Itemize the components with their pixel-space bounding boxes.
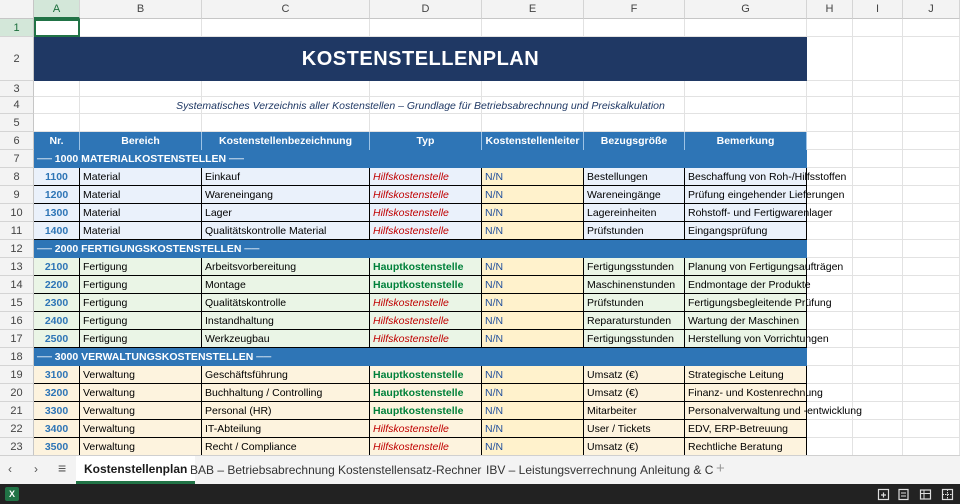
grid-cell[interactable]	[807, 150, 853, 168]
column-header-d[interactable]: D	[370, 0, 482, 19]
grid-cell[interactable]	[903, 97, 960, 114]
table-header-cell: Bezugsgröße	[584, 132, 685, 150]
cell-bereich[interactable]: Fertigung	[80, 330, 202, 348]
grid-cell[interactable]	[853, 258, 903, 276]
cell-bez[interactable]: Werkzeugbau	[202, 330, 370, 348]
grid-cell[interactable]	[853, 366, 903, 384]
sheet-subtitle: Systematisches Verzeichnis aller Kostenstellen – Grundlage für Betriebsabrechnung und Preiskalkulation	[176, 99, 665, 112]
row-header-9[interactable]: 9	[0, 186, 34, 204]
section-header: ── 1000 MATERIALKOSTENSTELLEN ──	[34, 150, 807, 168]
next-sheet-icon[interactable]: ›	[34, 462, 38, 476]
cell-bezug[interactable]: User / Tickets	[584, 420, 685, 438]
cell-bem[interactable]: Personalverwaltung und -entwicklung	[685, 402, 807, 420]
column-header-f[interactable]: F	[584, 0, 685, 19]
cell-bez[interactable]: Recht / Compliance	[202, 438, 370, 455]
cell-nr[interactable]: 2100	[34, 258, 80, 276]
cell-nr[interactable]: 3100	[34, 366, 80, 384]
cell-leiter[interactable]: N/N	[482, 168, 584, 186]
cell-typ[interactable]: Hauptkostenstelle	[370, 402, 482, 420]
grid-cell[interactable]	[202, 19, 370, 37]
grid-cell[interactable]	[903, 312, 960, 330]
grid-cell[interactable]	[903, 258, 960, 276]
status-bar	[0, 484, 960, 504]
cell-leiter[interactable]: N/N	[482, 222, 584, 240]
grid-cell[interactable]	[903, 150, 960, 168]
cell-bereich[interactable]: Verwaltung	[80, 366, 202, 384]
grid-cell[interactable]	[853, 19, 903, 37]
cell-nr[interactable]: 2300	[34, 294, 80, 312]
grid-cell[interactable]	[807, 366, 853, 384]
cell-bem[interactable]: Endmontage der Produkte	[685, 276, 807, 294]
cell-leiter[interactable]: N/N	[482, 258, 584, 276]
cell-bez[interactable]: Qualitätskontrolle	[202, 294, 370, 312]
grid-cell[interactable]	[584, 19, 685, 37]
sheet-title: KOSTENSTELLENPLAN	[34, 37, 807, 81]
grid-cell[interactable]	[807, 276, 853, 294]
cell-leiter[interactable]: N/N	[482, 204, 584, 222]
cell-nr[interactable]: 1300	[34, 204, 80, 222]
cell-typ[interactable]: Hilfskostenstelle	[370, 204, 482, 222]
sheet-tab[interactable]: Kostenstellensatz-Rechner	[338, 463, 482, 477]
grid-cell[interactable]	[853, 37, 903, 81]
column-header-h[interactable]: H	[807, 0, 853, 19]
row-header-2[interactable]: 2	[0, 37, 34, 81]
row-header-14[interactable]: 14	[0, 276, 34, 294]
cell-bem[interactable]: Herstellung von Vorrichtungen	[685, 330, 807, 348]
grid-cell[interactable]	[807, 222, 853, 240]
cell-bem[interactable]: Wartung der Maschinen	[685, 312, 807, 330]
add-sheet-icon[interactable]: +	[716, 460, 725, 477]
page-break-view-icon[interactable]	[940, 487, 954, 501]
cell-bereich[interactable]: Material	[80, 204, 202, 222]
grid-cell[interactable]	[903, 186, 960, 204]
section-header: ── 3000 VERWALTUNGSKOSTENSTELLEN ──	[34, 348, 807, 366]
grid-cell[interactable]	[80, 81, 202, 97]
cell-leiter[interactable]: N/N	[482, 384, 584, 402]
grid-cell[interactable]	[370, 19, 482, 37]
cell-bez[interactable]: Geschäftsführung	[202, 366, 370, 384]
grid-cell[interactable]	[807, 312, 853, 330]
grid-cell[interactable]	[807, 132, 853, 150]
cell-bereich[interactable]: Verwaltung	[80, 438, 202, 455]
cell-bem[interactable]: Strategische Leitung	[685, 366, 807, 384]
column-header-i[interactable]: I	[853, 0, 903, 19]
row-header-8[interactable]: 8	[0, 168, 34, 186]
cell-bem[interactable]: Rechtliche Beratung	[685, 438, 807, 455]
cell-typ[interactable]: Hauptkostenstelle	[370, 276, 482, 294]
grid-cell[interactable]	[853, 81, 903, 97]
cell-leiter[interactable]: N/N	[482, 294, 584, 312]
grid-cell[interactable]	[853, 204, 903, 222]
cell-nr[interactable]: 3200	[34, 384, 80, 402]
column-header-g[interactable]: G	[685, 0, 807, 19]
cell-bezug[interactable]: Fertigungsstunden	[584, 330, 685, 348]
cell-typ[interactable]: Hilfskostenstelle	[370, 186, 482, 204]
prev-sheet-icon[interactable]: ‹	[8, 462, 12, 476]
row-header-19[interactable]: 19	[0, 366, 34, 384]
table-header-cell: Kostenstellenleiter	[482, 132, 584, 150]
grid-cell[interactable]	[903, 168, 960, 186]
grid-cell[interactable]	[370, 81, 482, 97]
grid-cell[interactable]	[853, 348, 903, 366]
grid-cell[interactable]	[903, 420, 960, 438]
cell-bez[interactable]: Buchhaltung / Controlling	[202, 384, 370, 402]
grid-cell[interactable]	[685, 114, 807, 132]
grid-cell[interactable]	[370, 114, 482, 132]
cell-bezug[interactable]: Bestellungen	[584, 168, 685, 186]
cell-bezug[interactable]: Umsatz (€)	[584, 366, 685, 384]
cell-typ[interactable]: Hilfskostenstelle	[370, 438, 482, 455]
cell-bereich[interactable]: Verwaltung	[80, 402, 202, 420]
grid-cell[interactable]	[853, 222, 903, 240]
cell-bezug[interactable]: Prüfstunden	[584, 294, 685, 312]
cell-bez[interactable]: Qualitätskontrolle Material	[202, 222, 370, 240]
sheet-tab[interactable]: Anleitung & C	[640, 463, 714, 477]
grid-cell[interactable]	[903, 402, 960, 420]
cell-typ[interactable]: Hilfskostenstelle	[370, 312, 482, 330]
row-header-22[interactable]: 22	[0, 420, 34, 438]
cell-nr[interactable]: 1100	[34, 168, 80, 186]
row-header-16[interactable]: 16	[0, 312, 34, 330]
grid-cell[interactable]	[807, 114, 853, 132]
row-header-1[interactable]: 1	[0, 19, 34, 37]
active-cell-A1[interactable]	[34, 19, 80, 37]
cell-bezug[interactable]: Mitarbeiter	[584, 402, 685, 420]
cell-nr[interactable]: 1200	[34, 186, 80, 204]
grid-cell[interactable]	[853, 384, 903, 402]
cell-typ[interactable]: Hilfskostenstelle	[370, 330, 482, 348]
cell-bez[interactable]: Instandhaltung	[202, 312, 370, 330]
grid-cell[interactable]	[903, 276, 960, 294]
cell-nr[interactable]: 3500	[34, 438, 80, 455]
grid-cell[interactable]	[807, 420, 853, 438]
cell-nr[interactable]: 2500	[34, 330, 80, 348]
grid-cell[interactable]	[903, 114, 960, 132]
grid-cell[interactable]	[584, 114, 685, 132]
row-header-17[interactable]: 17	[0, 330, 34, 348]
accessibility-icon[interactable]	[876, 487, 890, 501]
cell-bem[interactable]: Eingangsprüfung	[685, 222, 807, 240]
grid-cell[interactable]	[807, 438, 853, 455]
column-header-c[interactable]: C	[202, 0, 370, 19]
row-header-21[interactable]: 21	[0, 402, 34, 420]
row-header-4[interactable]: 4	[0, 97, 34, 114]
sheet-tab[interactable]: BAB – Betriebsabrechnung	[190, 463, 335, 477]
cell-leiter[interactable]: N/N	[482, 420, 584, 438]
cell-bereich[interactable]: Material	[80, 186, 202, 204]
cell-bem[interactable]: Finanz- und Kostenrechnung	[685, 384, 807, 402]
cell-typ[interactable]: Hauptkostenstelle	[370, 384, 482, 402]
cell-bereich[interactable]: Fertigung	[80, 258, 202, 276]
cell-leiter[interactable]: N/N	[482, 402, 584, 420]
cell-bereich[interactable]: Material	[80, 222, 202, 240]
row-header-7[interactable]: 7	[0, 150, 34, 168]
grid-cell[interactable]	[853, 150, 903, 168]
row-header-15[interactable]: 15	[0, 294, 34, 312]
cell-bem[interactable]: EDV, ERP-Betreuung	[685, 420, 807, 438]
grid-cell[interactable]	[807, 97, 853, 114]
grid-cell[interactable]	[903, 348, 960, 366]
grid-cell[interactable]	[903, 330, 960, 348]
grid-cell[interactable]	[482, 114, 584, 132]
grid-cell[interactable]	[853, 132, 903, 150]
cell-bereich[interactable]: Fertigung	[80, 276, 202, 294]
normal-view-icon[interactable]	[918, 487, 932, 501]
grid-cell[interactable]	[853, 168, 903, 186]
table-header-cell: Bemerkung	[685, 132, 807, 150]
cell-bez[interactable]: Personal (HR)	[202, 402, 370, 420]
grid-cell[interactable]	[807, 81, 853, 97]
cell-bereich[interactable]: Material	[80, 168, 202, 186]
cell-bem[interactable]: Planung von Fertigungsaufträgen	[685, 258, 807, 276]
grid-cell[interactable]	[903, 222, 960, 240]
row-header-3[interactable]: 3	[0, 81, 34, 97]
cell-leiter[interactable]: N/N	[482, 186, 584, 204]
cell-bezug[interactable]: Lagereinheiten	[584, 204, 685, 222]
cell-nr[interactable]: 3400	[34, 420, 80, 438]
cell-typ[interactable]: Hilfskostenstelle	[370, 420, 482, 438]
grid-cell[interactable]	[903, 240, 960, 258]
grid-cell[interactable]	[202, 114, 370, 132]
grid-cell[interactable]	[807, 240, 853, 258]
grid-cell[interactable]	[34, 114, 80, 132]
grid-cell[interactable]	[903, 81, 960, 97]
sheet-list-menu-icon[interactable]: ≡	[58, 460, 67, 476]
grid-cell[interactable]	[903, 438, 960, 455]
cell-bezug[interactable]: Prüfstunden	[584, 222, 685, 240]
grid-cell[interactable]	[903, 204, 960, 222]
grid-cell[interactable]	[202, 81, 370, 97]
table-header-cell: Bereich	[80, 132, 202, 150]
table-header-cell: Kostenstellenbezeichnung	[202, 132, 370, 150]
cell-typ[interactable]: Hilfskostenstelle	[370, 168, 482, 186]
grid-cell[interactable]	[853, 420, 903, 438]
cell-bez[interactable]: Einkauf	[202, 168, 370, 186]
grid-cell[interactable]	[903, 37, 960, 81]
cell-bez[interactable]: Montage	[202, 276, 370, 294]
cell-bezug[interactable]: Umsatz (€)	[584, 384, 685, 402]
cell-bem[interactable]: Prüfung eingehender Lieferungen	[685, 186, 807, 204]
cell-bereich[interactable]: Verwaltung	[80, 384, 202, 402]
row-header-11[interactable]: 11	[0, 222, 34, 240]
grid-cell[interactable]	[903, 294, 960, 312]
grid-cell[interactable]	[685, 19, 807, 37]
sheet-tab[interactable]: Kostenstellenplan	[76, 456, 195, 484]
cell-bem[interactable]: Beschaffung von Roh-/Hilfsstoffen	[685, 168, 807, 186]
cell-bezug[interactable]: Maschinenstunden	[584, 276, 685, 294]
cell-bezug[interactable]: Umsatz (€)	[584, 438, 685, 455]
cell-typ[interactable]: Hilfskostenstelle	[370, 294, 482, 312]
grid-cell[interactable]	[807, 19, 853, 37]
cell-bez[interactable]: Lager	[202, 204, 370, 222]
row-header-23[interactable]: 23	[0, 438, 34, 455]
grid-cell[interactable]	[807, 37, 853, 81]
cell-bereich[interactable]: Fertigung	[80, 294, 202, 312]
grid-cell[interactable]	[853, 330, 903, 348]
row-header-13[interactable]: 13	[0, 258, 34, 276]
cell-bezug[interactable]: Reparaturstunden	[584, 312, 685, 330]
cell-leiter[interactable]: N/N	[482, 366, 584, 384]
row-header-12[interactable]: 12	[0, 240, 34, 258]
sheet-tab[interactable]: IBV – Leistungsverrechnung	[486, 463, 637, 477]
cell-typ[interactable]: Hauptkostenstelle	[370, 258, 482, 276]
cell-bereich[interactable]: Verwaltung	[80, 420, 202, 438]
column-header-b[interactable]: B	[80, 0, 202, 19]
grid-cell[interactable]	[80, 114, 202, 132]
cell-leiter[interactable]: N/N	[482, 438, 584, 455]
cell-typ[interactable]: Hauptkostenstelle	[370, 366, 482, 384]
cell-bem[interactable]: Fertigungsbegleitende Prüfung	[685, 294, 807, 312]
cell-nr[interactable]: 2400	[34, 312, 80, 330]
grid-cell[interactable]	[584, 81, 685, 97]
cell-bez[interactable]: IT-Abteilung	[202, 420, 370, 438]
sheet-tab-bar	[0, 455, 960, 484]
grid-cell[interactable]	[807, 348, 853, 366]
grid-cell[interactable]	[685, 81, 807, 97]
grid-cell[interactable]	[34, 81, 80, 97]
grid-cell[interactable]	[482, 81, 584, 97]
grid-cell[interactable]	[903, 366, 960, 384]
cell-bereich[interactable]: Fertigung	[80, 312, 202, 330]
grid-cell[interactable]	[853, 438, 903, 455]
row-header-5[interactable]: 5	[0, 114, 34, 132]
grid-cell[interactable]	[80, 19, 202, 37]
grid-cell[interactable]	[482, 19, 584, 37]
cell-typ[interactable]: Hilfskostenstelle	[370, 222, 482, 240]
table-header-cell: Nr.	[34, 132, 80, 150]
grid-cell[interactable]	[903, 19, 960, 37]
cell-bez[interactable]: Arbeitsvorbereitung	[202, 258, 370, 276]
grid-cell[interactable]	[853, 186, 903, 204]
cell-bezug[interactable]: Wareneingänge	[584, 186, 685, 204]
column-header-j[interactable]: J	[903, 0, 960, 19]
cell-leiter[interactable]: N/N	[482, 330, 584, 348]
grid-cell[interactable]	[903, 384, 960, 402]
cell-nr[interactable]: 3300	[34, 402, 80, 420]
column-header-e[interactable]: E	[482, 0, 584, 19]
row-header-6[interactable]: 6	[0, 132, 34, 150]
cell-nr[interactable]: 1400	[34, 222, 80, 240]
grid-cell[interactable]	[903, 132, 960, 150]
grid-cell[interactable]	[853, 276, 903, 294]
grid-cell[interactable]	[853, 312, 903, 330]
cell-nr[interactable]: 2200	[34, 276, 80, 294]
row-header-18[interactable]: 18	[0, 348, 34, 366]
page-layout-icon[interactable]	[896, 487, 910, 501]
row-header-10[interactable]: 10	[0, 204, 34, 222]
excel-app-icon: X	[5, 487, 19, 501]
grid-cell[interactable]	[853, 240, 903, 258]
grid-cell[interactable]	[853, 114, 903, 132]
section-header: ── 2000 FERTIGUNGSKOSTENSTELLEN ──	[34, 240, 807, 258]
cell-bem[interactable]: Rohstoff- und Fertigwarenlager	[685, 204, 807, 222]
grid-cell[interactable]	[853, 97, 903, 114]
cell-bezug[interactable]: Fertigungsstunden	[584, 258, 685, 276]
column-header-a[interactable]: A	[34, 0, 80, 19]
select-all-corner[interactable]	[0, 0, 34, 19]
cell-leiter[interactable]: N/N	[482, 312, 584, 330]
row-header-20[interactable]: 20	[0, 384, 34, 402]
cell-leiter[interactable]: N/N	[482, 276, 584, 294]
cell-bez[interactable]: Wareneingang	[202, 186, 370, 204]
grid-cell[interactable]	[853, 294, 903, 312]
table-header-cell: Typ	[370, 132, 482, 150]
